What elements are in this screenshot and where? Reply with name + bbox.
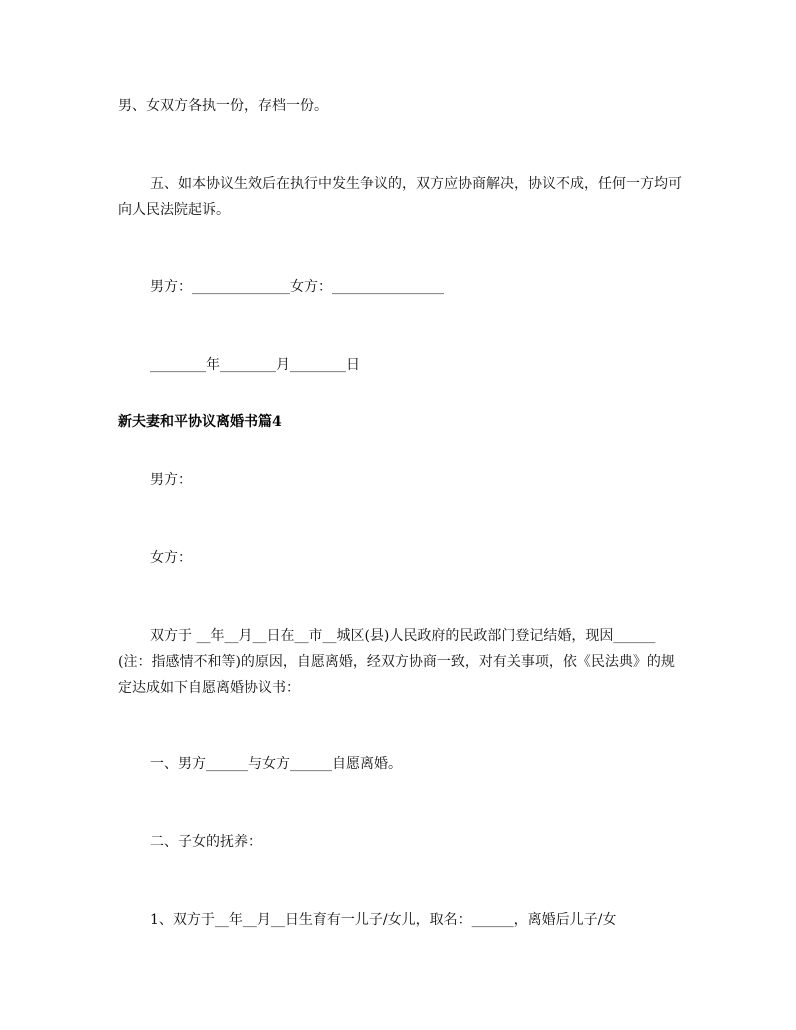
paragraph-intro: 双方于 __年__月__日在__市__城区(县)人民政府的民政部门登记结婚，现因______(注：指感情不和等)的原因，自愿离婚，经双方协商一致，对有关事项，依《民法典》的规定达成如下自愿离婚协议书： [118, 628, 675, 696]
husband-label: 男方： [150, 472, 192, 488]
section-heading: 新夫妻和平协议离婚书篇4 [118, 414, 282, 430]
paragraph-item-two-one: 1、双方于__年__月__日生育有一儿子/女儿，取名：______，离婚后儿子/女 [150, 912, 617, 928]
paragraph-article-five: 五、如本协议生效后在执行中发生争议的，双方应协商解决，协议不成，任何一方均可向人民法院起诉。 [118, 176, 682, 218]
signature-line: 男方：______________女方：________________ [150, 279, 444, 295]
paragraph-copies: 男、女双方各执一份，存档一份。 [118, 98, 328, 114]
date-line: ________年________月________日 [150, 357, 360, 373]
paragraph-item-one: 一、男方______与女方______自愿离婚。 [150, 756, 402, 772]
wife-label: 女方： [150, 550, 192, 566]
paragraph-item-two: 二、子女的抚养： [150, 834, 262, 850]
